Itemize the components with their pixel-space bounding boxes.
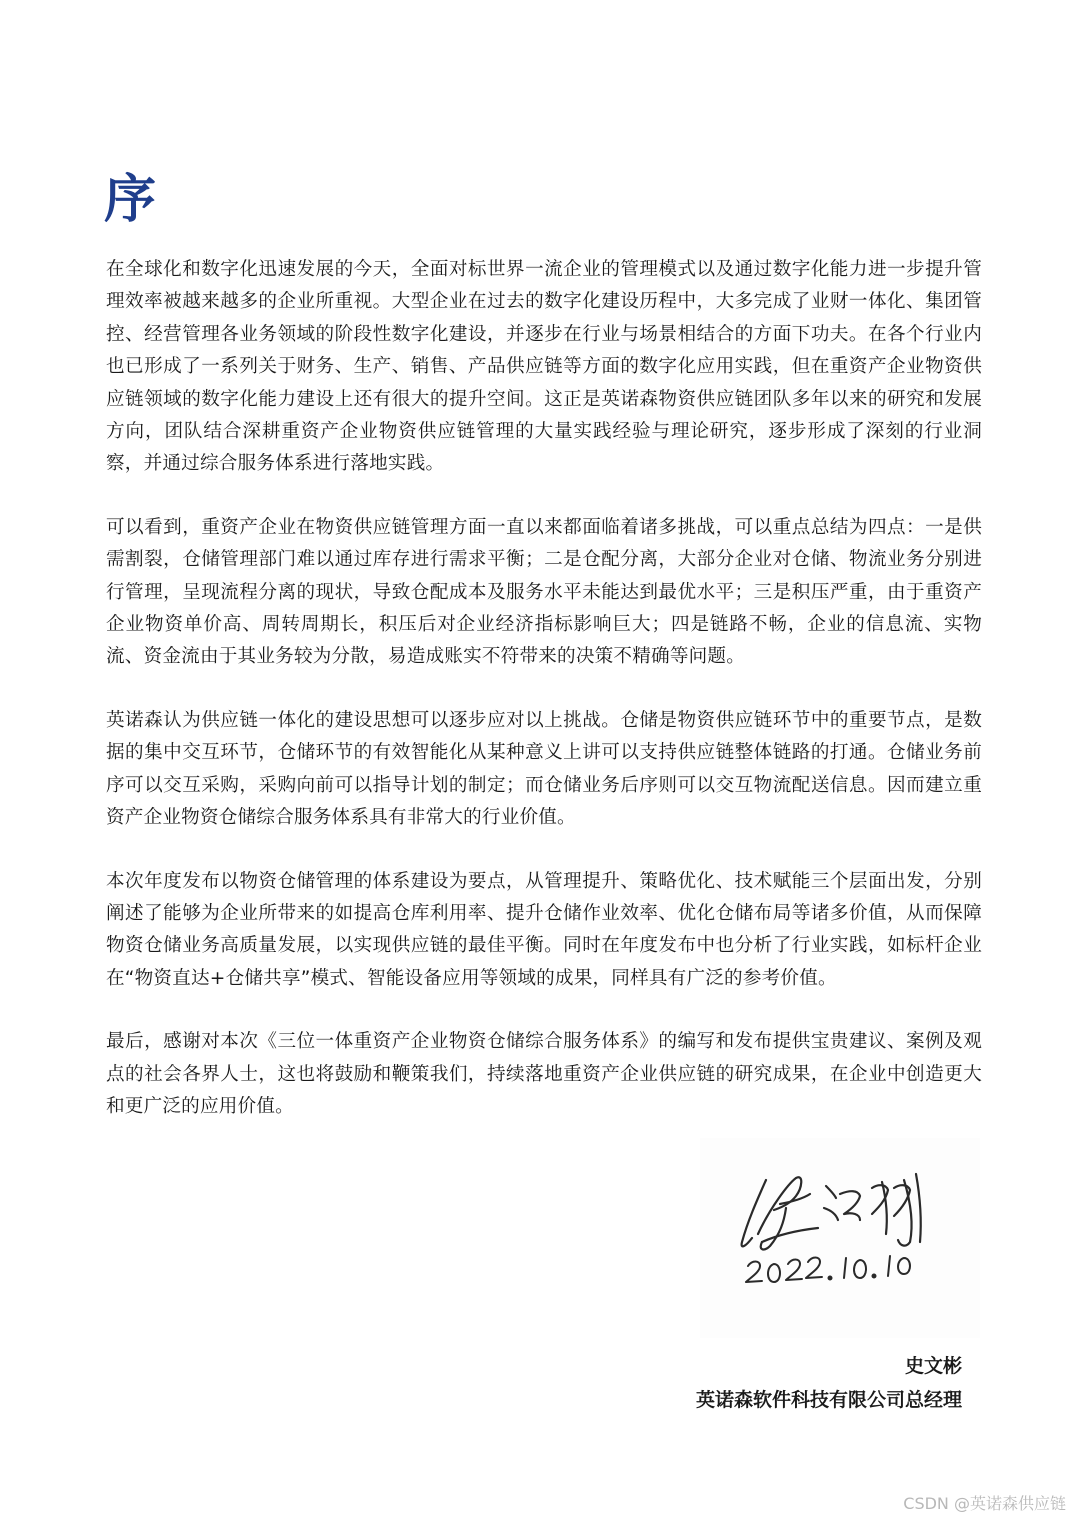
csdn-watermark: CSDN @英诺森供应链 — [903, 1494, 1066, 1513]
paragraph: 最后，感谢对本次《三位一体重资产企业物资仓储综合服务体系》的编写和发布提供宝贵建议、案例及观点的社会各界人士，这也将鼓励和鞭策我们，持续落地重资产企业供应链的研究成果，在企业中创造更大和更广泛的应用价值。 — [106, 1031, 982, 1117]
handwritten-signature — [700, 1138, 980, 1338]
paragraph: 本次年度发布以物资仓储管理的体系建设为要点，从管理提升、策略优化、技术赋能三个层面出发，分别阐述了能够为企业所带来的如提高仓库利用率、提升仓储作业效率、优化仓储布局等诸多价值，从而保障物资仓储业务高质量发展，以实现供应链的最佳平衡。同时在年度发布中也分析了行业实践，如标杆企业在“物资直达+仓储共享”模式、智能设备应用等领域的成果，同样具有广泛的参考价值。 — [106, 870, 982, 989]
paragraph: 可以看到，重资产企业在物资供应链管理方面一直以来都面临着诸多挑战，可以重点总结为四点：一是供需割裂，仓储管理部门难以通过库存进行需求平衡；二是仓配分离，大部分企业对仓储、物流业务分别进行管理，呈现流程分离的现状，导致仓配成本及服务水平未能达到最优水平；三是积压严重，由于重资产企业物资单价高、周转周期长，积压后对企业经济指标影响巨大；四是链路不畅，企业的信息流、实物流、资金流由于其业务较为分散，易造成账实不符带来的决策不精确等问题。 — [106, 516, 982, 668]
paragraph: 在全球化和数字化迅速发展的今天，全面对标世界一流企业的管理模式以及通过数字化能力进一步提升管理效率被越来越多的企业所重视。大型企业在过去的数字化建设历程中，大多完成了业财一体化、集团管控、经营管理各业务领域的阶段性数字化建设，并逐步在行业与场景相结合的方面下功夫。在各个行业内也已形成了一系列关于财务、生产、销售、产品供应链等方面的数字化应用实践，但在重资产企业物资供应链领域的数字化能力建设上还有很大的提升空间。这正是英诺森物资供应链团队多年以来的研究和发展方向，团队结合深耕重资产企业物资供应链管理的大量实践经验与理论研究，逐步形成了深刻的行业洞察，并通过综合服务体系进行落地实践。 — [106, 259, 982, 475]
signature-image — [700, 1138, 980, 1338]
paragraph: 英诺森认为供应链一体化的建设思想可以逐步应对以上挑战。仓储是物资供应链环节中的重要节点，是数据的集中交互环节，仓储环节的有效智能化从某种意义上讲可以支持供应链整体链路的打通。仓储业务前序可以交互采购，采购向前可以指导计划的制定；而仓储业务后序则可以交互物流配送信息。因而建立重资产企业物资仓储综合服务体系具有非常大的行业价值。 — [106, 709, 982, 829]
page-title: 序 — [104, 170, 157, 230]
signer-title: 英诺森软件科技有限公司总经理 — [695, 1389, 962, 1411]
signer-name: 史文彬 — [904, 1355, 962, 1377]
preface-body — [106, 254, 982, 1154]
